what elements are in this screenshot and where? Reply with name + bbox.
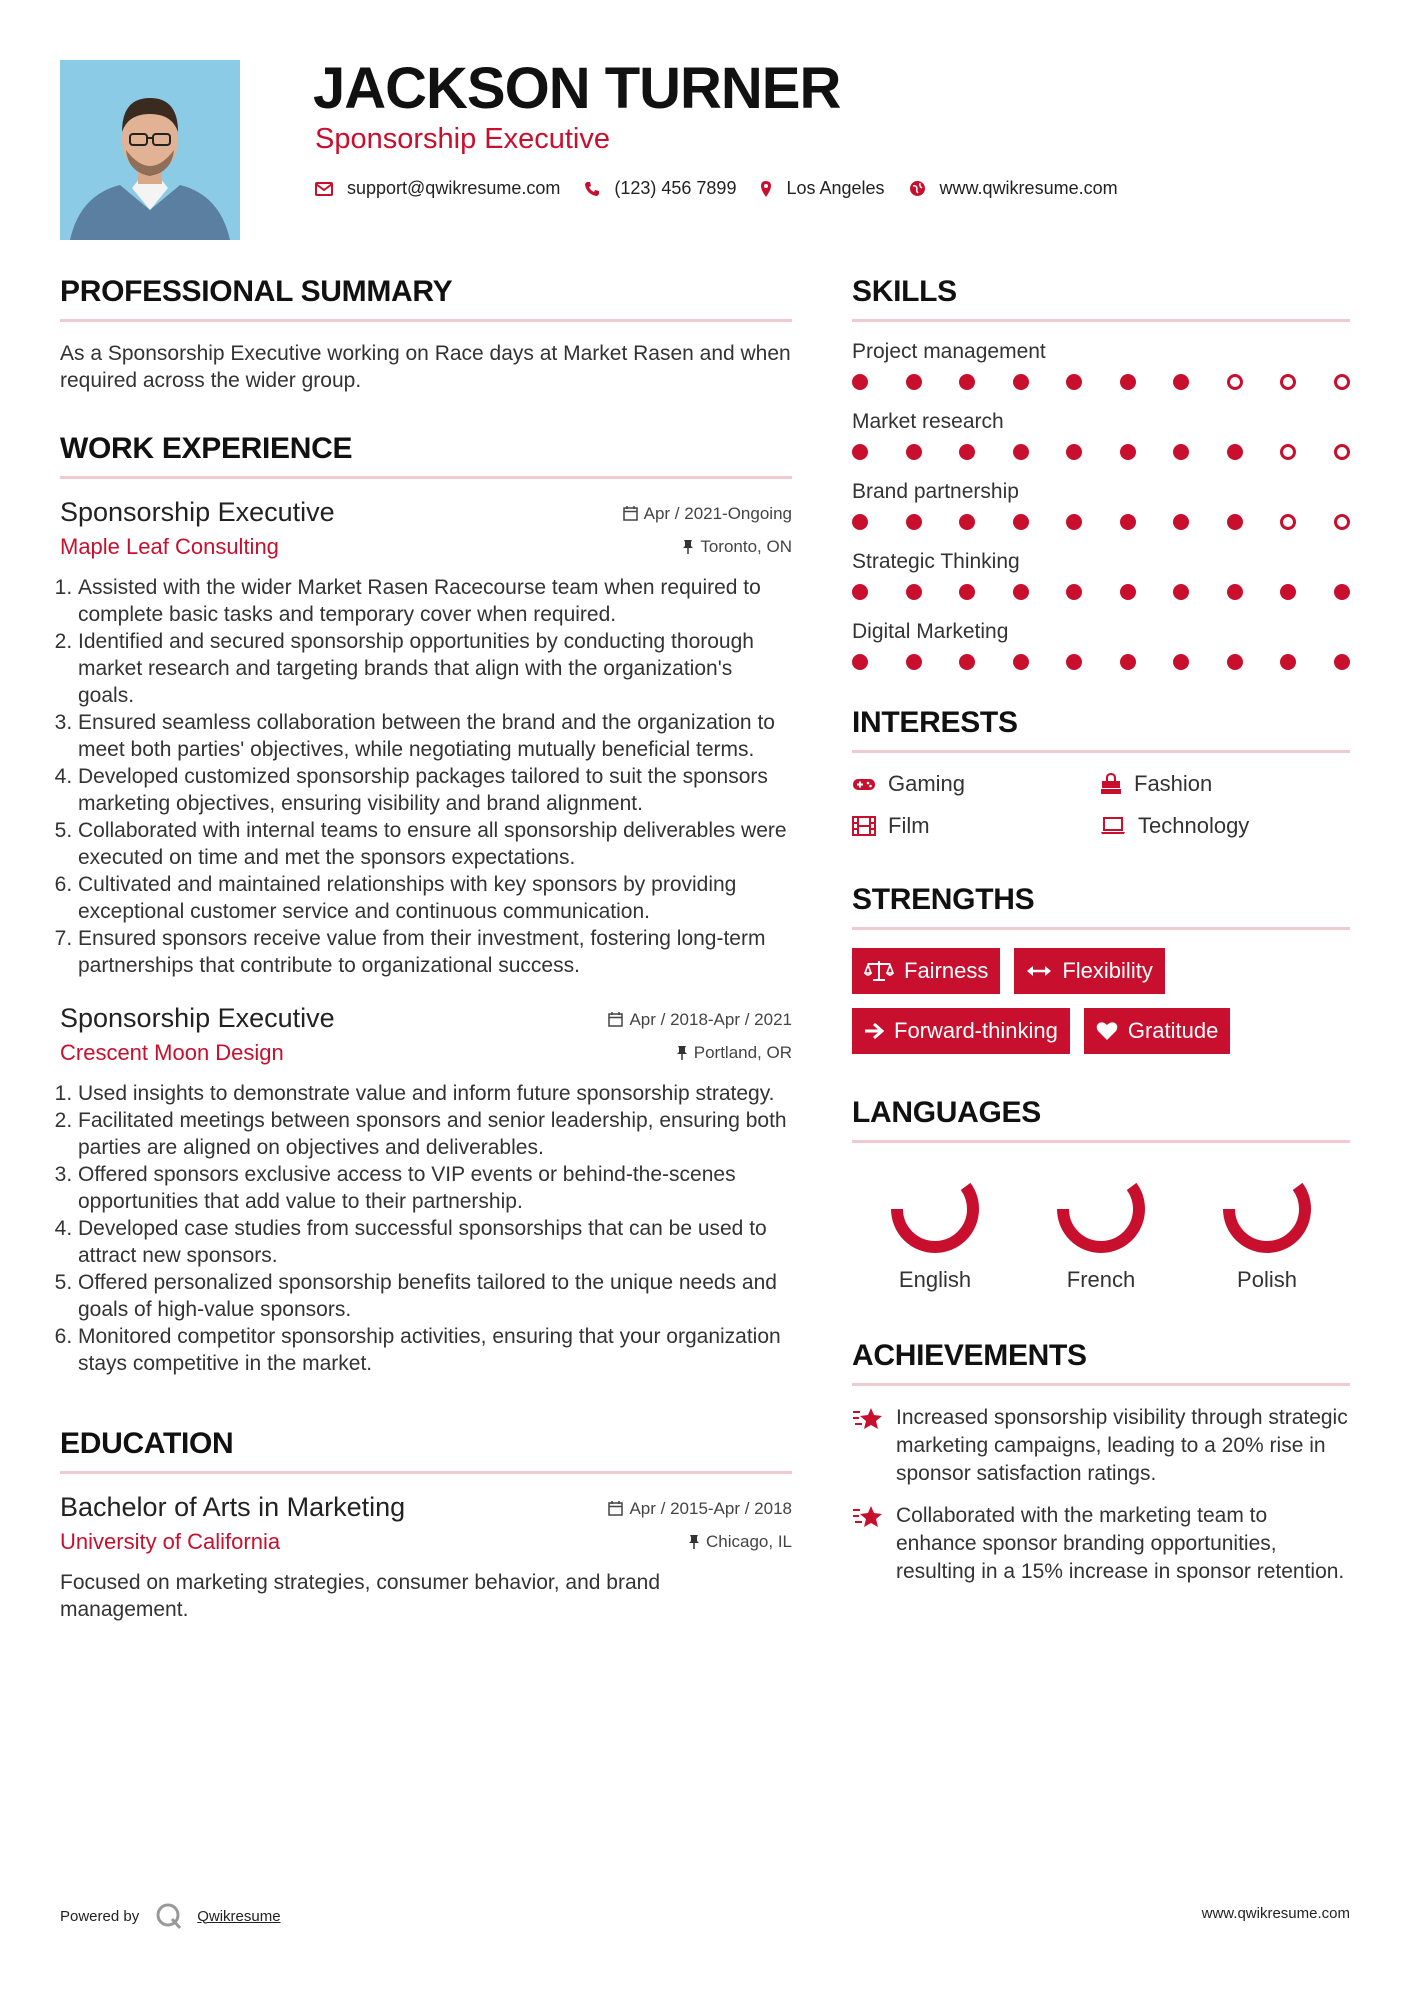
skill-rating	[852, 374, 1350, 390]
rating-dot-filled	[1013, 444, 1029, 460]
contact-website[interactable]	[909, 178, 1118, 199]
contact-phone-text: (123) 456 7899	[614, 178, 737, 198]
education-location	[688, 1532, 792, 1552]
language-name: English	[898, 1267, 972, 1292]
shopping-bag-icon	[1100, 773, 1122, 795]
language-proficiency-arc	[1063, 1171, 1139, 1247]
job-location	[682, 537, 792, 557]
rating-dot-filled	[1120, 514, 1136, 530]
list-item: 6. Monitored competitor sponsorship activities, ensuring that your organization stays competitive in the market.	[78, 1323, 792, 1377]
list-item: 6. Cultivated and maintained relationships with key sponsors by providing exceptional customer service and continuous communication.	[78, 871, 792, 925]
achievements-heading: ACHIEVEMENTS	[852, 1339, 1350, 1386]
interests-list	[852, 771, 1350, 839]
rating-dot-filled	[852, 444, 868, 460]
strength-label: Flexibility	[1062, 958, 1153, 983]
strength-label: Forward-thinking	[894, 1018, 1058, 1043]
company-name: Crescent Moon Design	[60, 1040, 284, 1065]
profile-photo	[60, 60, 240, 240]
skills-heading: SKILLS	[852, 275, 1350, 322]
language-proficiency-ring	[1219, 1161, 1315, 1257]
pushpin-icon	[688, 1534, 700, 1550]
rating-dot-filled	[959, 654, 975, 670]
rating-dot-filled	[959, 444, 975, 460]
skill-name: Brand partnership	[852, 480, 1019, 503]
skill-name: Project management	[852, 340, 1046, 363]
star-award-icon	[852, 1504, 884, 1530]
rating-dot-filled	[1066, 374, 1082, 390]
language-item	[1018, 1161, 1184, 1293]
rating-dot-empty	[1227, 374, 1243, 390]
education-entry	[60, 1492, 792, 1623]
rating-dot-filled	[852, 514, 868, 530]
list-item: 5. Offered personalized sponsorship benefits tailored to the unique needs and goals of high-value sponsors.	[78, 1269, 792, 1323]
interest-label: Fashion	[1134, 771, 1213, 796]
map-pin-icon	[760, 180, 772, 198]
contact-phone[interactable]	[584, 178, 736, 199]
rating-dot-filled	[1173, 514, 1189, 530]
rating-dot-filled	[1120, 654, 1136, 670]
company-name: Maple Leaf Consulting	[60, 534, 279, 559]
rating-dot-filled	[1227, 584, 1243, 600]
rating-dot-filled	[1013, 584, 1029, 600]
language-item	[1184, 1161, 1350, 1293]
rating-dot-empty	[1334, 374, 1350, 390]
qwikresume-link[interactable]: Qwikresume	[197, 1907, 281, 1925]
summary-heading: PROFESSIONAL SUMMARY	[60, 275, 792, 322]
rating-dot-filled	[1280, 584, 1296, 600]
skill-rating	[852, 654, 1350, 670]
education-date	[608, 1499, 792, 1519]
footer-powered-by	[60, 1902, 281, 1930]
contact-location-text: Los Angeles	[786, 178, 885, 198]
skill-name: Digital Marketing	[852, 620, 1009, 643]
job-location	[676, 1043, 792, 1063]
achievement-item	[852, 1404, 1350, 1488]
job-bullets	[60, 574, 792, 979]
language-proficiency-arc	[1229, 1171, 1305, 1247]
rating-dot-filled	[906, 514, 922, 530]
rating-dot-filled	[1227, 444, 1243, 460]
list-item: 2. Facilitated meetings between sponsors and senior leadership, ensuring both parties are aligned on objectives and deliverables.	[78, 1107, 792, 1161]
language-name: Polish	[1237, 1267, 1297, 1292]
strengths-heading: STRENGTHS	[852, 883, 1350, 930]
list-item: 7. Ensured sponsors receive value from their investment, fostering long-term partnerships that contribute to organizational success.	[78, 925, 792, 979]
language-proficiency-ring	[1053, 1161, 1149, 1257]
rating-dot-empty	[1334, 444, 1350, 460]
strength-badge	[1084, 1008, 1231, 1054]
rating-dot-filled	[1227, 654, 1243, 670]
rating-dot-filled	[1280, 654, 1296, 670]
list-item: 4. Developed case studies from successful sponsorships that can be used to attract new sponsors.	[78, 1215, 792, 1269]
skills-list	[852, 340, 1350, 670]
interest-label: Technology	[1138, 813, 1250, 838]
rating-dot-filled	[959, 514, 975, 530]
skill-rating	[852, 444, 1350, 460]
strength-badge	[852, 948, 1000, 994]
list-item: 2. Identified and secured sponsorship opportunities by conducting thorough market research and targeting brands that align with the organization's goals.	[78, 628, 792, 709]
arrows-horizontal-icon	[1026, 964, 1052, 978]
interest-item	[852, 813, 1100, 839]
footer-website[interactable]: www.qwikresume.com	[1201, 1905, 1350, 1922]
film-icon	[852, 816, 876, 836]
job-date	[608, 1010, 792, 1030]
pushpin-icon	[682, 539, 694, 555]
skill-name: Strategic Thinking	[852, 550, 1020, 573]
right-column	[852, 275, 1350, 1600]
rating-dot-filled	[906, 584, 922, 600]
interest-item	[852, 771, 1100, 797]
list-item: 1. Assisted with the wider Market Rasen Racecourse team when required to complete basic tasks and temporary cover when required.	[78, 574, 792, 628]
left-column	[60, 275, 792, 1633]
education-location-text: Chicago, IL	[706, 1532, 792, 1551]
calendar-icon	[608, 1012, 623, 1027]
heart-icon	[1096, 1021, 1118, 1041]
skill-rating	[852, 514, 1350, 530]
rating-dot-filled	[852, 584, 868, 600]
rating-dot-filled	[1120, 444, 1136, 460]
powered-by-label: Powered by	[60, 1907, 140, 1925]
job-date	[623, 504, 792, 524]
education-heading: EDUCATION	[60, 1427, 792, 1474]
pushpin-icon	[676, 1045, 688, 1061]
globe-icon	[909, 180, 926, 197]
list-item: 5. Collaborated with internal teams to ensure all sponsorship deliverables were executed on time and met the sponsors expectations.	[78, 817, 792, 871]
interest-label: Gaming	[888, 771, 966, 796]
gamepad-icon	[852, 776, 876, 792]
skill-name: Market research	[852, 410, 1004, 433]
achievement-text: Collaborated with the marketing team to enhance sponsor branding opportunities, resulting in a 15% increase in sponsor retention.	[896, 1504, 1345, 1583]
rating-dot-filled	[852, 654, 868, 670]
rating-dot-filled	[1334, 654, 1350, 670]
rating-dot-filled	[959, 374, 975, 390]
list-item: 3. Offered sponsors exclusive access to VIP events or behind-the-scenes opportunities that add value to their partnership.	[78, 1161, 792, 1215]
strengths-list	[852, 948, 1350, 1054]
rating-dot-filled	[1120, 374, 1136, 390]
degree-title: Bachelor of Arts in Marketing	[60, 1492, 406, 1522]
candidate-name: JACKSON TURNER	[313, 56, 841, 121]
envelope-icon	[315, 182, 333, 196]
qwikresume-logo-icon	[155, 1902, 183, 1930]
rating-dot-empty	[1280, 374, 1296, 390]
rating-dot-filled	[1066, 514, 1082, 530]
laptop-icon	[1100, 817, 1126, 835]
rating-dot-filled	[1173, 584, 1189, 600]
education-description: Focused on marketing strategies, consumer behavior, and brand management.	[60, 1571, 661, 1621]
rating-dot-filled	[1066, 654, 1082, 670]
job-entry	[60, 497, 792, 979]
achievement-item	[852, 1502, 1350, 1586]
job-date-text: Apr / 2018-Apr / 2021	[629, 1009, 792, 1029]
star-award-icon	[852, 1406, 884, 1432]
list-item: 4. Developed customized sponsorship packages tailored to suit the sponsors marketing objectives, ensuring visibility and brand alignment.	[78, 763, 792, 817]
rating-dot-empty	[1334, 514, 1350, 530]
rating-dot-empty	[1280, 514, 1296, 530]
strength-label: Fairness	[904, 958, 989, 983]
job-location-text: Portland, OR	[693, 1043, 792, 1062]
experience-heading: WORK EXPERIENCE	[60, 432, 792, 479]
summary-text: As a Sponsorship Executive working on Race days at Market Rasen and when required across the wider group.	[60, 342, 791, 392]
achievement-text: Increased sponsorship visibility through strategic marketing campaigns, leading to a 20% rise in sponsor satisfaction ratings.	[896, 1406, 1348, 1485]
school-name: University of California	[60, 1529, 281, 1554]
language-name: French	[1066, 1267, 1136, 1292]
rating-dot-filled	[906, 444, 922, 460]
interests-heading: INTERESTS	[852, 706, 1350, 753]
contact-website-text: www.qwikresume.com	[939, 178, 1118, 198]
rating-dot-filled	[906, 654, 922, 670]
contact-location	[760, 178, 884, 199]
languages-list	[852, 1161, 1350, 1293]
rating-dot-filled	[1066, 444, 1082, 460]
rating-dot-filled	[1013, 514, 1029, 530]
job-date-text: Apr / 2021-Ongoing	[643, 503, 792, 523]
job-title: Sponsorship Executive	[60, 497, 335, 527]
contact-email-text: support@qwikresume.com	[347, 178, 561, 198]
education-date-text: Apr / 2015-Apr / 2018	[629, 1498, 792, 1518]
interest-label: Film	[888, 813, 930, 838]
calendar-icon	[608, 1501, 623, 1516]
rating-dot-filled	[1013, 374, 1029, 390]
strength-badge	[852, 1008, 1070, 1054]
rating-dot-filled	[1173, 444, 1189, 460]
rating-dot-filled	[1334, 584, 1350, 600]
contact-email[interactable]	[315, 178, 560, 199]
languages-heading: LANGUAGES	[852, 1096, 1350, 1143]
job-bullets	[60, 1080, 792, 1377]
arrow-right-icon	[864, 1022, 884, 1040]
language-proficiency-ring	[887, 1161, 983, 1257]
language-item	[852, 1161, 1018, 1293]
calendar-icon	[623, 506, 638, 521]
rating-dot-filled	[1173, 654, 1189, 670]
skill-rating	[852, 584, 1350, 600]
phone-icon	[584, 181, 600, 197]
language-proficiency-arc	[897, 1171, 973, 1247]
rating-dot-filled	[959, 584, 975, 600]
list-item: 1. Used insights to demonstrate value and inform future sponsorship strategy.	[78, 1080, 792, 1107]
rating-dot-filled	[1173, 374, 1189, 390]
interest-item	[1100, 771, 1348, 797]
job-title: Sponsorship Executive	[60, 1003, 335, 1033]
strength-badge	[1014, 948, 1164, 994]
job-location-text: Toronto, ON	[700, 537, 792, 556]
balance-scale-icon	[864, 960, 894, 982]
list-item: 3. Ensured seamless collaboration between the brand and the organization to meet both parties' objectives, while negotiating mutually beneficial terms.	[78, 709, 792, 763]
rating-dot-filled	[1120, 584, 1136, 600]
rating-dot-filled	[852, 374, 868, 390]
strength-label: Gratitude	[1127, 1018, 1219, 1043]
rating-dot-filled	[1227, 514, 1243, 530]
rating-dot-filled	[1066, 584, 1082, 600]
job-entry	[60, 1003, 792, 1377]
candidate-title: Sponsorship Executive	[315, 123, 610, 155]
rating-dot-filled	[906, 374, 922, 390]
rating-dot-filled	[1013, 654, 1029, 670]
interest-item	[1100, 813, 1348, 839]
rating-dot-empty	[1280, 444, 1296, 460]
contact-row	[315, 178, 1142, 199]
